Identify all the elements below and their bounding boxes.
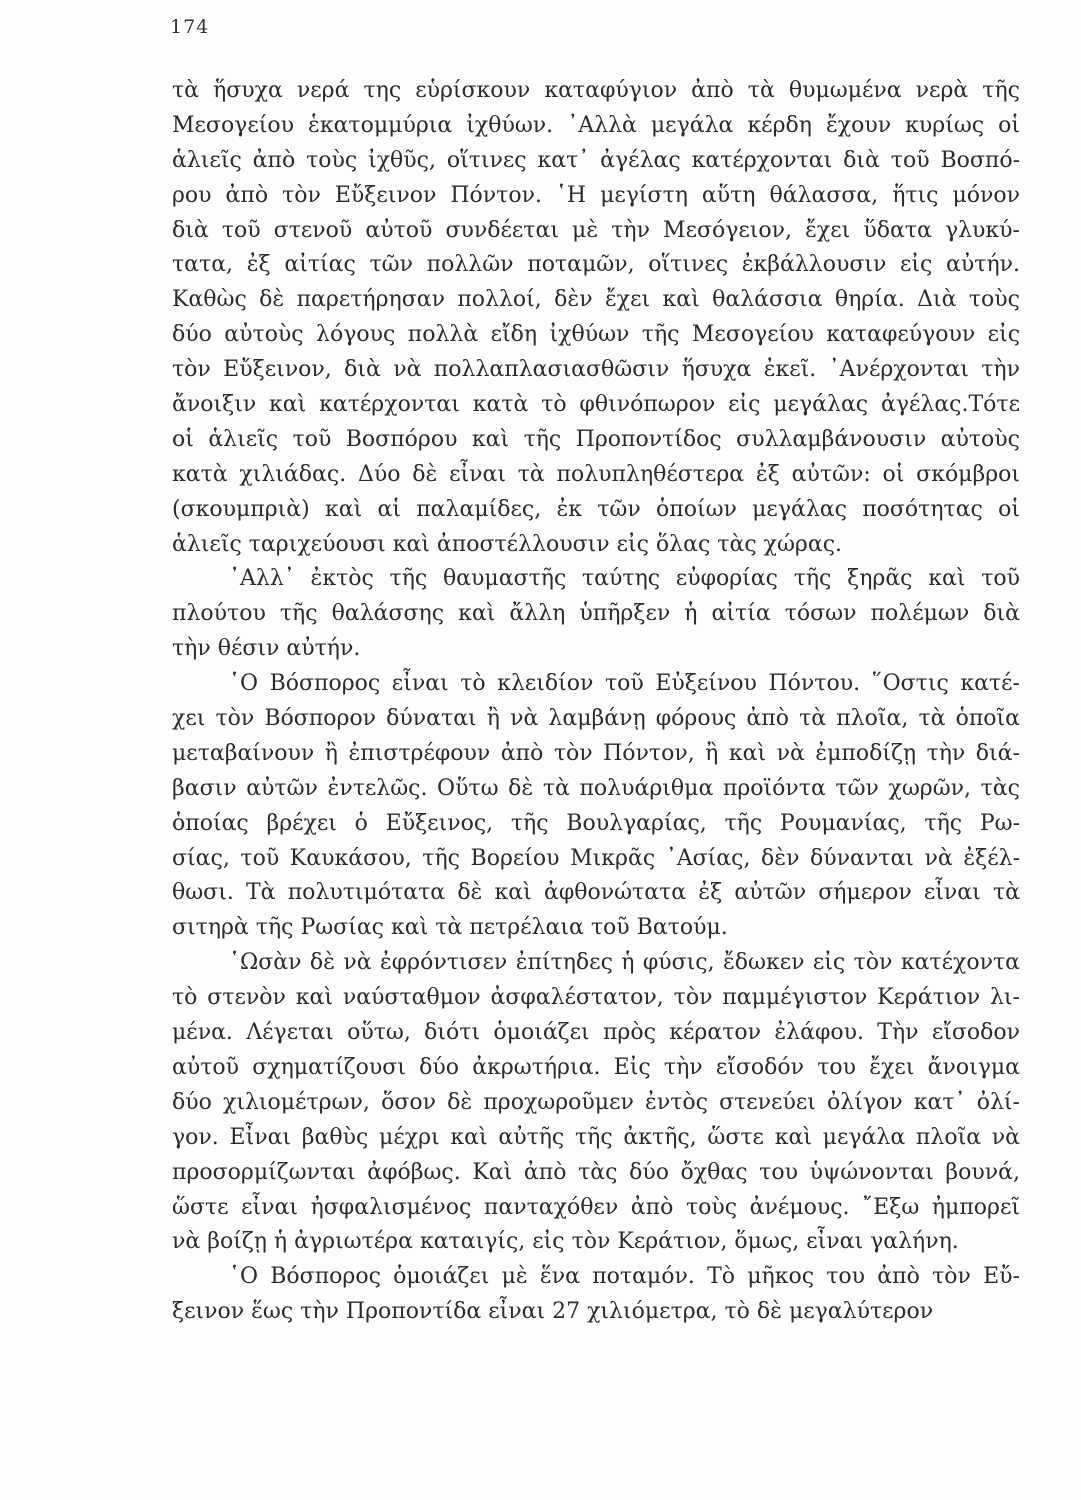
body-text: [172, 74, 1020, 1330]
text-line: ρου ἀπὸ τὸν Εὔξεινον Πόντον. ῾Η μεγίστη αὕτη θάλασσα, ἥτις μόνον: [172, 182, 1021, 208]
text-line: χει τὸν Βόσπορον δύναται ἢ νὰ λαμβάνῃ φόρους ἀπὸ τὰ πλοῖα, τὰ ὁποῖα: [172, 706, 1021, 732]
text-line: μεταβαίνουν ἢ ἐπιστρέφουν ἀπὸ τὸν Πόντον, ἢ καὶ νὰ ἐμποδίζῃ τὴν διά-: [172, 740, 1020, 766]
text-line: δύο αὐτοὺς λόγους πολλὰ εἴδη ἰχθύων τῆς Μεσογείου καταφεύγουν εἰς: [172, 322, 1021, 348]
text-line: ὁποίας βρέχει ὁ Εὔξεινος, τῆς Βουλγαρίας, τῆς Ρουμανίας, τῆς Ρω-: [172, 810, 1021, 836]
text-line: τὸ στενὸν καὶ ναύσταθμον ἀσφαλέστατον, τὸν παμμέγιστον Κεράτιον λι-: [172, 985, 1020, 1011]
text-line: μένα. Λέγεται οὕτω, διότι ὁμοιάζει πρὸς κέρατον ἐλάφου. Τὴν εἴσοδον: [172, 1020, 1021, 1046]
text-line: ῾Ο Βόσπορος ὁμοιάζει μὲ ἕνα ποταμόν. Τὸ μῆκος του ἀπὸ τὸν Εὔ-: [229, 1264, 1020, 1290]
text-line: τὸν Εὔξεινον, διὰ νὰ πολλαπλασιασθῶσιν ἥσυχα ἐκεῖ. ᾿Ανέρχονται τὴν: [172, 357, 1020, 383]
text-line: κατὰ χιλιάδας. Δύο δὲ εἶναι τὰ πολυπληθέστερα ἐξ αὐτῶν: οἱ σκόμβροι: [172, 461, 1021, 487]
text-line: τατα, ἐξ αἰτίας τῶν πολλῶν ποταμῶν, οἵτινες ἐκβάλλουσιν εἰς αὐτήν.: [172, 252, 1021, 278]
text-line: γον. Εἶναι βαθὺς μέχρι καὶ αὐτῆς τῆς ἀκτῆς, ὥστε καὶ μεγάλα πλοῖα νὰ: [172, 1124, 1021, 1150]
text-line: ῾Ωσὰν δὲ νὰ ἐφρόντισεν ἐπίτηδες ἡ φύσις, ἔδωκεν εἰς τὸν κατέχοντα: [229, 950, 1020, 976]
text-line: ξεινον ἕως τὴν Προποντίδα εἶναι 27 χιλιόμετρα, τὸ δὲ μεγαλύτερον: [172, 1299, 934, 1325]
text-line: ῾Ο Βόσπορος εἶναι τὸ κλειδίον τοῦ Εὐξείνου Πόντου. ῞Οστις κατέ-: [229, 671, 1020, 697]
text-line: τὴν θέσιν αὐτήν.: [172, 636, 361, 662]
text-line: οἱ ἁλιεῖς τοῦ Βοσπόρου καὶ τῆς Προποντίδος συλλαμβάνουσιν αὐτοὺς: [172, 426, 1020, 452]
text-line: βασιν αὐτῶν ἐντελῶς. Οὕτω δὲ τὰ πολυάριθμα προϊόντα τῶν χωρῶν, τὰς: [172, 775, 1020, 801]
text-line: ἁλιεῖς ἀπὸ τοὺς ἰχθῦς, οἵτινες κατ᾿ ἀγέλας κατέρχονται διὰ τοῦ Βοσπό-: [172, 147, 1021, 173]
text-line: Μεσογείου ἑκατομμύρια ἰχθύων. ᾿Αλλὰ μεγάλα κέρδη ἔχουν κυρίως οἱ: [172, 112, 1021, 138]
text-line: ἄνοιξιν καὶ κατέρχονται κατὰ τὸ φθινόπωρον εἰς μεγάλας ἀγέλας.Τότε: [172, 392, 1020, 418]
text-line: ᾿Αλλ᾿ ἐκτὸς τῆς θαυμαστῆς ταύτης εὐφορίας τῆς ξηρᾶς καὶ τοῦ: [229, 566, 1020, 592]
text-line: Καθὼς δὲ παρετήρησαν πολλοί, δὲν ἔχει καὶ θαλάσσια θηρία. Διὰ τοὺς: [172, 287, 1020, 313]
text-line: διὰ τοῦ στενοῦ αὐτοῦ συνδέεται μὲ τὴν Μεσόγειον, ἔχει ὕδατα γλυκύ-: [172, 217, 1020, 243]
text-line: νὰ βοίζῃ ἡ ἀγριωτέρα καταιγίς, εἰς τὸν Κεράτιον, ὅμως, εἶναι γαλήνη.: [172, 1229, 959, 1255]
text-line: σιτηρὰ τῆς Ρωσίας καὶ τὰ πετρέλαια τοῦ Βατούμ.: [172, 915, 728, 941]
text-line: θωσι. Τὰ πολυτιμότατα δὲ καὶ ἀφθονώτατα ἐξ αὐτῶν σήμερον εἶναι τὰ: [172, 880, 1020, 906]
text-line: ὥστε εἶναι ἠσφαλισμένος πανταχόθεν ἀπὸ τοὺς ἀνέμους. ῎Εξω ἠμπορεῖ: [172, 1194, 1021, 1220]
text-line: δύο χιλιομέτρων, ὅσον δὲ προχωροῦμεν ἐντὸς στενεύει ὀλίγον κατ᾿ ὀλί-: [172, 1089, 1020, 1115]
text-line: ἁλιεῖς ταριχεύουσι καὶ ἀποστέλλουσιν εἰς ὅλας τὰς χώρας.: [172, 531, 843, 557]
text-line: αὐτοῦ σχηματίζουσι δύο ἀκρωτήρια. Εἰς τὴν εἴσοδόν του ἔχει ἄνοιγμα: [172, 1054, 1021, 1080]
text-line: πλούτου τῆς θαλάσσης καὶ ἄλλη ὑπῆρξεν ἡ αἰτία τόσων πολέμων διὰ: [172, 601, 1020, 627]
text-line: προσορμίζωνται ἀφόβως. Καὶ ἀπὸ τὰς δύο ὄχθας του ὑψώνονται βουνά,: [172, 1159, 1020, 1185]
text-line: σίας, τοῦ Καυκάσου, τῆς Βορείου Μικρᾶς ᾿Ασίας, δὲν δύνανται νὰ ἐξέλ-: [172, 845, 1021, 871]
page-number: 174: [170, 16, 210, 38]
text-line: (σκουμπριὰ) καὶ αἱ παλαμίδες, ἐκ τῶν ὁποίων μεγάλας ποσότητας οἱ: [172, 496, 1021, 522]
text-line: τὰ ἥσυχα νερά της εὑρίσκουν καταφύγιον ἀπὸ τὰ θυμωμένα νερὰ τῆς: [172, 78, 1020, 103]
